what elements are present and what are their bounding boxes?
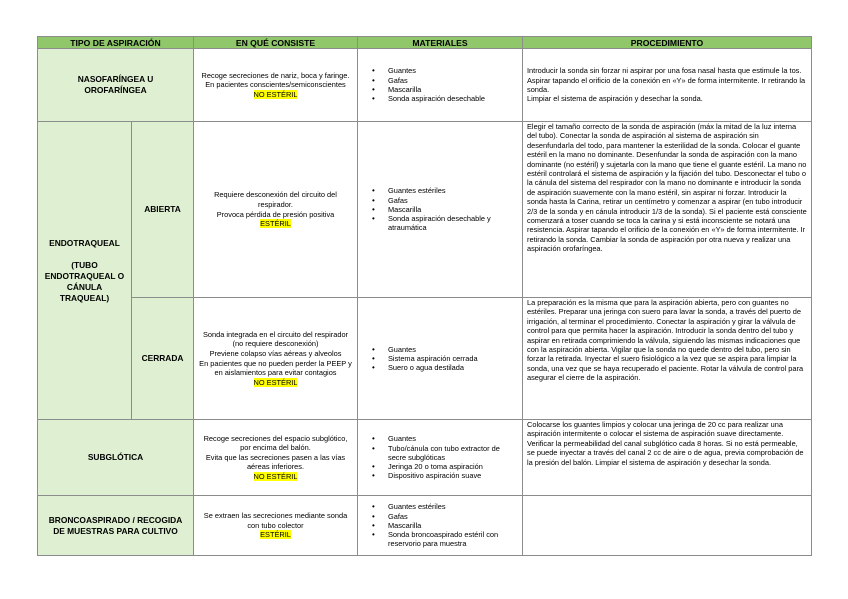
material-item: • Jeringa 20 o toma aspiración	[388, 462, 518, 471]
procedure-cell: Colocarse los guantes limpios y colocar una jeringa de 20 cc para realizar una aspiración intermitente o colocar el sistema de aspiración suave directamente. Verificar la permeabilidad del canal subglótico cada 8 horas. Si no está permeable, se puede inyectar a través del canal 2 cc de aire o de agua, previa comprobación de la presión del balón. Limpiar el sistema de aspiración y desechar la sonda.	[523, 420, 812, 496]
sterility-badge: ESTÉRIL	[260, 219, 291, 229]
description-line: Requiere desconexión del circuito del respirador.	[214, 190, 337, 209]
material-item: • Mascarilla	[388, 85, 518, 94]
description-line: Recoge secreciones del espacio subglótico, por encima del balón.	[203, 433, 348, 453]
material-item: • Tubo/cánula con tubo extractor de secre subglóticas	[388, 444, 518, 463]
sterility-badge: ESTÉRIL	[260, 530, 291, 540]
header-description: EN QUÉ CONSISTE	[194, 37, 358, 49]
description-line: Previene colapso vías aéreas y alveolos	[209, 348, 342, 358]
header-type: TIPO DE ASPIRACIÓN	[38, 37, 194, 49]
description-line: En pacientes conscientes/semiconscientes	[205, 80, 346, 90]
description-line: En pacientes que no pueden perder la PEEP y en aislamientos para evitar contagios	[199, 358, 352, 378]
material-item: • Dispositivo aspiración suave	[388, 471, 518, 480]
procedure-cell: Introducir la sonda sin forzar ni aspirar por una fosa nasal hasta que estimule la tos. Aspirar tapando el orificio de la conexión en «Y» de forma intermitente. Ir retirando la sonda. Limpiar el sistema de aspiración y desechar la sonda.	[523, 49, 812, 122]
description-line: Recoge secreciones de nariz, boca y faringe.	[201, 70, 350, 80]
row-endotraqueal-abierta	[38, 122, 812, 298]
description-cell	[194, 496, 358, 556]
material-item: • Guantes	[388, 66, 518, 75]
description-cell	[194, 49, 358, 122]
materials-cell	[358, 496, 523, 556]
header-procedure: PROCEDIMIENTO	[523, 37, 812, 49]
material-item: • Gafas	[388, 196, 518, 205]
materials-list	[362, 434, 518, 480]
subtype-cerrada: CERRADA	[132, 298, 194, 420]
row-subglotica	[38, 420, 812, 496]
materials-list	[362, 66, 518, 103]
type-subtitle: (TUBO ENDOTRAQUEAL O CÁNULA TRAQUEAL)	[44, 259, 125, 303]
row-nasofaringea	[38, 49, 812, 122]
type-cell: NASOFARÍNGEA U OROFARÍNGEA	[38, 49, 194, 122]
description-cell	[194, 420, 358, 496]
sterility-badge: NO ESTÉRIL	[253, 471, 298, 481]
material-item: • Guantes estériles	[388, 186, 518, 195]
type-title: ENDOTRAQUEAL	[49, 237, 120, 248]
type-cell: BRONCOASPIRADO / RECOGIDA DE MUESTRAS PARA CULTIVO	[38, 496, 194, 556]
header-row	[38, 37, 812, 49]
material-item: • Guantes	[388, 345, 518, 354]
material-item: • Guantes estériles	[388, 502, 518, 511]
description-cell	[194, 298, 358, 420]
sterility-badge: NO ESTÉRIL	[253, 377, 298, 387]
materials-cell	[358, 49, 523, 122]
material-item: • Mascarilla	[388, 521, 518, 530]
description-cell	[194, 122, 358, 298]
description-line: Evita que las secreciones pasen a las vías aéreas inferiores.	[205, 452, 346, 472]
row-broncoaspirado	[38, 496, 812, 556]
material-item: • Guantes	[388, 434, 518, 443]
material-item: • Sonda aspiración desechable y atraumática	[388, 214, 518, 233]
material-item: • Sistema aspiración cerrada	[388, 354, 518, 363]
aspiration-table	[37, 36, 812, 556]
subtype-abierta: ABIERTA	[132, 122, 194, 298]
material-item: • Sonda broncoaspirado estéril con reservorio para muestra	[388, 530, 518, 549]
header-materials: MATERIALES	[358, 37, 523, 49]
description-line: Provoca pérdida de presión positiva	[216, 209, 335, 219]
materials-cell	[358, 298, 523, 420]
type-cell: SUBGLÓTICA	[38, 420, 194, 496]
material-item: • Mascarilla	[388, 205, 518, 214]
procedure-cell: La preparación es la misma que para la aspiración abierta, pero con guantes no estériles. Preparar una jeringa con suero para lavar la sonda, a través del puerto de irrigación, al terminar el procedimiento. Conectar la aspiración y girar la válvula de control para que permita hacer la aspiración. Introducir la sonda dentro del tubo y aspirar en retirada comprimiendo la válvula, siguiendo las mismas indicaciones que con la aspiración abierta. Vigilar que la sonda no quede dentro del tubo, pero sin forzar la retirada. Inyectar el suero fisiológico a la vez que se aspira para limpiar la sonda, una vez que se haya recuperado el paciente. Rotar la válvula de control para asegurar el cierre de la aspiración.	[523, 298, 812, 420]
materials-list	[362, 345, 518, 373]
material-item: • Sonda aspiración desechable	[388, 94, 518, 103]
materials-cell	[358, 122, 523, 298]
materials-list	[362, 186, 518, 232]
material-item: • Gafas	[388, 76, 518, 85]
material-item: • Gafas	[388, 512, 518, 521]
procedure-cell	[523, 496, 812, 556]
row-endotraqueal-cerrada	[38, 298, 812, 420]
description-line: Se extraen las secreciones mediante sonda con tubo colector	[203, 511, 348, 530]
sterility-badge: NO ESTÉRIL	[253, 89, 298, 99]
description-line: Sonda integrada en el circuito del respirador (no requiere desconexión)	[202, 329, 349, 349]
type-cell-endotraqueal	[38, 122, 132, 420]
materials-list	[362, 502, 518, 548]
procedure-cell: Elegir el tamaño correcto de la sonda de aspiración (máx la mitad de la luz interna del tubo). Conectar la sonda de aspiración al sistema de aspiración sin desenfundarla del todo, para mantener la esterilidad de la sonda. Colocar el guante estéril en la mano no dominante. Desenfundar la sonda de aspiración con la mano dominante (no estéril) y sujetarla con la mano que tiene el guante estéril. La mano no estéril controlará el sistema de aspiración y la fijación del tubo. Desconectar el tubo o la cánula del sistema del respirador con la mano no dominante e introducir la sonda de aspiración suavemente con la mano estéril, sin aspirar ni forzar. Introducir la sonda hasta la Carina, retirar un centímetro y comenzar a aspirar (en tubo introducir 2/3 de la sonda y en cánula introducir 1/3 de la sonda). Si el paciente está consciente comenzará a toser cuando se toca la carina y si está inconsciente se notará una resistencia. Aspirar tapando el orificio de la conexión en «Y» de forma intermitente. Ir retirando la sonda. Cambiar la sonda de aspiración por otra nueva y realizar una aspiración orofaríngea.	[523, 122, 812, 298]
material-item: • Suero o agua destilada	[388, 363, 518, 372]
materials-cell	[358, 420, 523, 496]
